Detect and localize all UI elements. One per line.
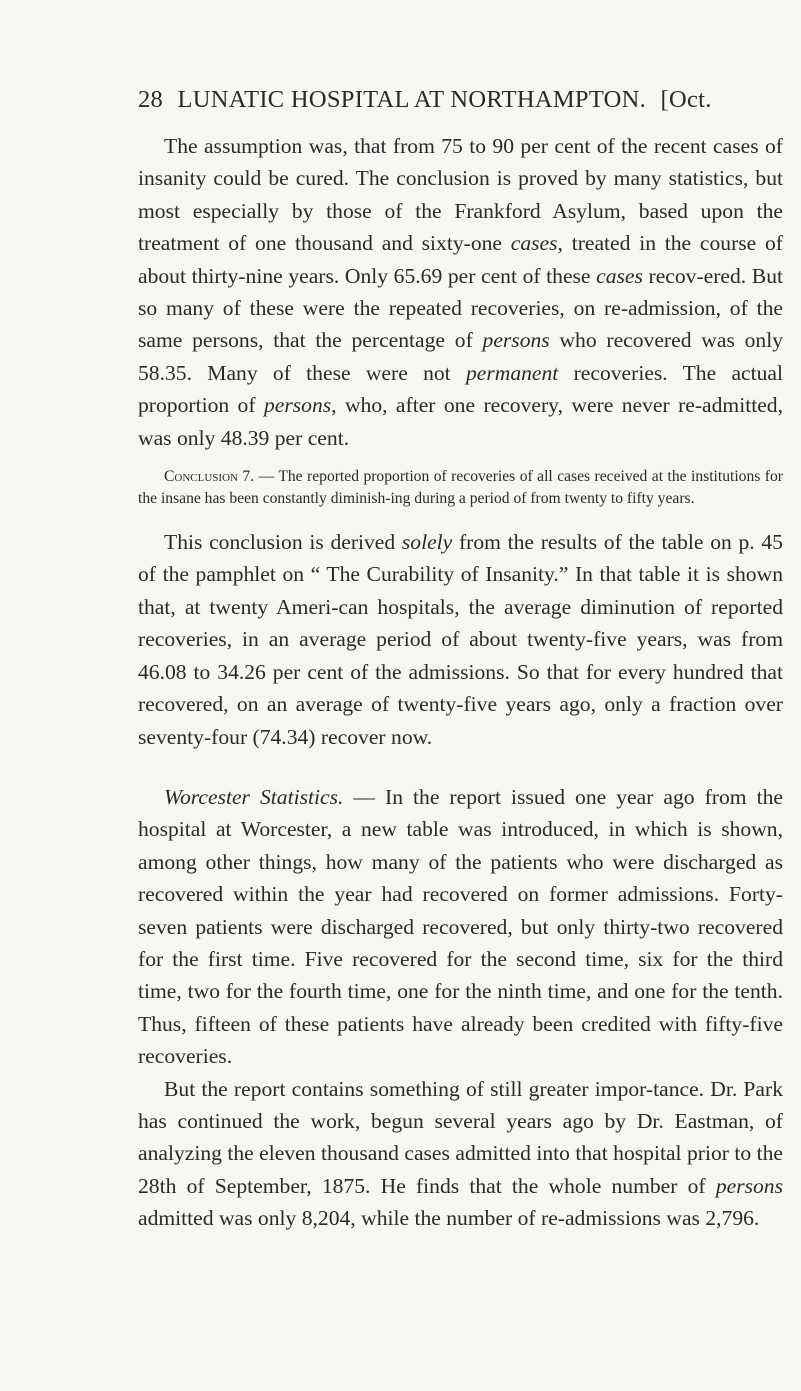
italic-run: persons bbox=[715, 1173, 783, 1198]
body-text bbox=[138, 130, 783, 1235]
running-title: LUNATIC HOSPITAL AT NORTHAMPTON. bbox=[177, 86, 647, 113]
text-run: from the results of the table on p. 45 of the pamphlet on “ The Curability of Insanity.” In that table it is shown that, at twenty Ameri-can hospitals, the average diminution of reported recoveries, in an average period of about twenty-five years, was from 46.08 to 34.26 per cent of the admissions. So that for every hundred that recovered, on an average of twenty-five years ago, only a fraction over seventy-four (74.34) recover now. bbox=[138, 530, 783, 749]
conclusion-7 bbox=[138, 466, 783, 510]
page-number: 28 bbox=[138, 86, 164, 113]
italic-run: solely bbox=[401, 530, 453, 555]
text-run: recov-ered. But so many of these were the repeated recoveries, on re-admission, of the same persons, that the percentage of bbox=[138, 263, 783, 353]
italic-run: persons bbox=[263, 393, 332, 418]
text-run: But the report contains something of still greater impor-tance. Dr. Park has continued the work, begun several years ago by Dr. Eastman, of analyzing the eleven thousand cases admitted into that hospital prior to the 28th of September, 1875. He finds that the whole number of bbox=[138, 1076, 783, 1198]
text-run: , treated in the course of about thirty-nine years. Only 65.69 per cent of these bbox=[138, 231, 783, 288]
text-run: admitted was only 8,204, while the number of re-admissions was 2,796. bbox=[138, 1206, 760, 1231]
text-run: , who, after one recovery, were never re-admitted, was only 48.39 per cent. bbox=[138, 393, 783, 450]
text-run: The assumption was, that from 75 to 90 per cent of the recent cases of insanity could be cured. The conclusion is proved by many statistics, but most especially by those of the Frankford Asylum, based upon the treatment of one thousand and sixty-one bbox=[138, 134, 783, 256]
italic-run: cases bbox=[510, 231, 558, 256]
text-run: recoveries. The actual proportion of bbox=[138, 360, 783, 418]
text-run: This conclusion is derived bbox=[164, 530, 402, 555]
conclusion-text: — The reported proportion of recoveries of all cases received at the institutions for the insane has been constantly diminish-ing during a period of from twenty to fifty years. bbox=[138, 468, 783, 508]
section-heading: Worcester Statistics. bbox=[164, 784, 344, 809]
text-run: who recovered was only 58.35. Many of these were not bbox=[138, 328, 783, 385]
paragraph-eastman bbox=[138, 1073, 783, 1235]
header-date: [Oct. bbox=[660, 86, 712, 113]
text-run: — In the report issued one year ago from the hospital at Worcester, a new table was introduced, in which is shown, among other things, how many of the patients who were discharged as recovered within the year had recovered on former admissions. Forty-seven patients were discharged recovered, but only thirty-two recovered for the first time. Five recovered for the second time, six for the third time, two for the fourth time, one for the ninth time, and one for the tenth. Thus, fifteen of these patients have already been credited with fifty-five recoveries. bbox=[138, 784, 783, 1069]
paragraph-curability bbox=[138, 526, 783, 753]
conclusion-label: Conclusion 7. bbox=[164, 468, 255, 486]
running-header bbox=[138, 86, 778, 114]
italic-run: cases bbox=[596, 263, 643, 288]
paragraph-frankford bbox=[138, 130, 783, 454]
italic-run: persons bbox=[482, 328, 550, 353]
paragraph-worcester bbox=[138, 781, 783, 1073]
italic-run: permanent bbox=[465, 360, 559, 385]
